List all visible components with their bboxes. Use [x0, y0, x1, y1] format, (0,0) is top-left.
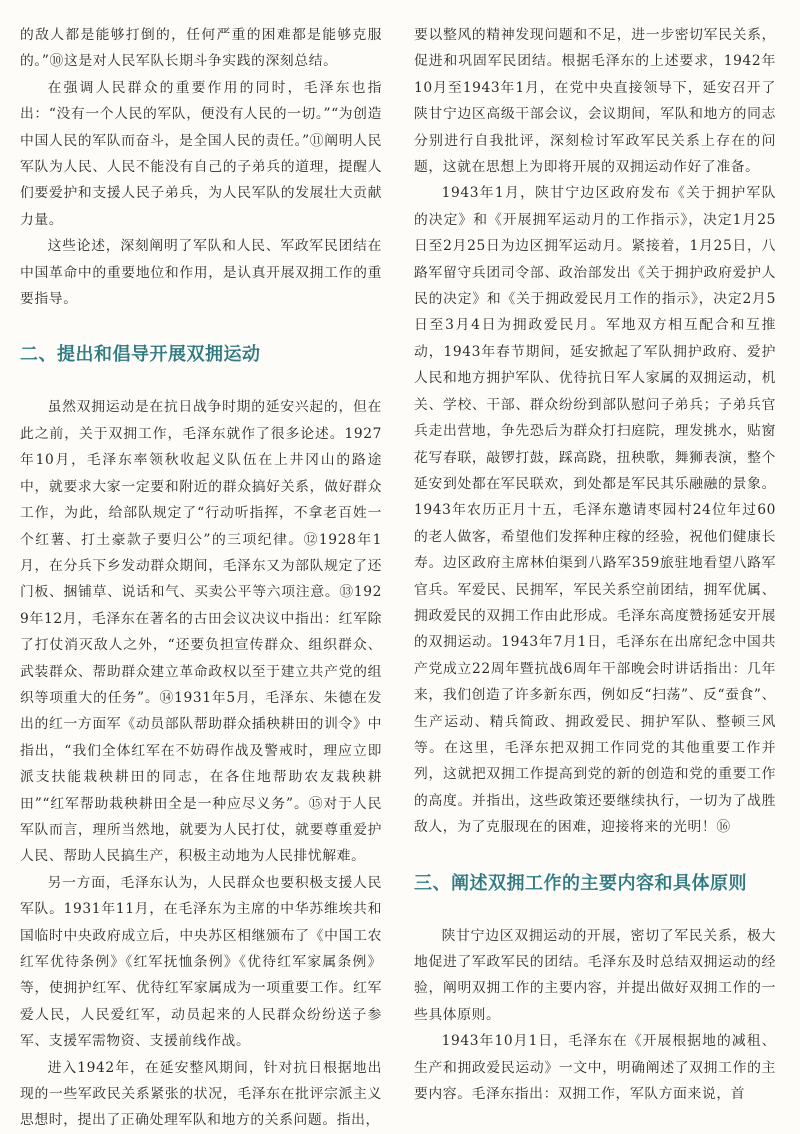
paragraph: 1943年1月，陕甘宁边区政府发布《关于拥护军队的决定》和《开展拥军运动月的工作指示》，决定1月25日至2月25日为边区拥军运动月。紧接着，1月25日，八路军留守兵团司令部、政治部发出《关于拥护政府爱护人民的决定》和《关于拥政爱民月工作的指示》，决定2月5日至3月4日为拥政爱民月。军地双方相互配合和互推动，1943年春节期间，延安掀起了军队拥护政府、爱护人民和地方拥护军队、优待抗日军人家属的双拥运动，机关、学校、干部、群众纷纷到部队慰问子弟兵；子弟兵官兵走出营地，争先恐后为群众打扫庭院，理发挑水，贴窗花写春联，敲锣打鼓，踩高跷，扭秧歌，舞狮表演，整个延安到处都在军民联欢，到处都是军民其乐融融的景象。1943年农历正月十五，毛泽东邀请枣园村24位年过60的老人做客，希望他们发挥种庄稼的经验，祝他们健康长寿。边区政府主席林伯渠到八路军359旅驻地看望八路军官兵。军爱民、民拥军，军民关系空前团结，拥军优属、拥政爱民的双拥工作由此形成。毛泽东高度赞扬延安开展的双拥运动。1943年7月1日，毛泽东在出席纪念中国共产党成立22周年暨抗战6周年干部晚会时讲话指出：几年来，我们创造了许多新东西，例如反“扫荡”、反“蚕食”、生产运动、精兵简政、拥政爱民、拥护军队、整顿三风等。在这里，毛泽东把双拥工作同党的其他重要工作并列，这就把双拥工作提高到党的新的创造和党的重要工作的高度。并指出，这些政策还要继续执行，一切为了战胜敌人，为了克服现在的困难，迎接将来的光明！⑯ — [414, 185, 776, 836]
section-heading: 二、提出和倡导开展双拥运动 — [20, 344, 261, 366]
paragraph: 在强调人民群众的重要作用的同时，毛泽东也指出：“没有一个人民的军队，便没有人民的一切。”“为创造中国人民的军队而奋斗，是全国人民的责任。”⑪阐明人民军队为人民、人民不能没有自己的子弟兵的道理，提醒人们要爱护和支援人民子弟兵，为人民军队的发展壮大贡献力量。 — [20, 79, 382, 228]
paragraph: 的敌人都是能够打倒的，任何严重的困难都是能够克服的。”⑩这是对人民军队长期斗争实践的深刻总结。 — [20, 27, 382, 70]
paragraph: 陕甘宁边区双拥运动的开展，密切了军民关系，极大地促进了军政军民的团结。毛泽东及时总结双拥运动的经验，阐明双拥工作的主要内容，并提出做好双拥工作的一些具体原则。 — [414, 927, 776, 1023]
section-heading: 三、阐述双拥工作的主要内容和具体原则 — [414, 872, 747, 894]
paragraph: 要以整风的精神发现问题和不足，进一步密切军民关系，促进和巩固军民团结。根据毛泽东的上述要求，1942年10月至1943年1月，在党中央直接领导下，延安召开了陕甘宁边区高级干部会议，会议期间，军队和地方的同志分别进行自我批评，深刻检讨军政军民关系上存在的问题，这就在思想上为即将开展的双拥运动作好了准备。 — [414, 27, 776, 176]
paragraph: 另一方面，毛泽东认为，人民群众也要积极支援人民军队。1931年11月，在毛泽东为主席的中华苏维埃共和国临时中央政府成立后，中央苏区相继颁布了《中国工农红军优待条例》《红军抚恤条例》《优待红军家属条例》等，使拥护红军、优待红军家属成为一项重要工作。红军爱人民，人民爱红军，动员起来的人民群众纷纷送子参军、支援军需物资、支援前线作战。 — [20, 874, 382, 1050]
right-column — [414, 22, 776, 1107]
paragraph: 1943年10月1日，毛泽东在《开展根据地的减租、生产和拥政爱民运动》一文中，明确阐述了双拥工作的主要内容。毛泽东指出：双拥工作，军队方面来说，首 — [414, 1033, 776, 1103]
left-column — [20, 22, 382, 1134]
paragraph: 虽然双拥运动是在抗日战争时期的延安兴起的，但在此之前，关于双拥工作，毛泽东就作了很多论述。1927年10月，毛泽东率领秋收起义队伍在上井冈山的路途中，就要求大家一定要和附近的群众搞好关系，做好群众工作，为此，给部队规定了“行动听指挥，不拿老百姓一个红薯、打土豪款子要归公”的三项纪律。⑫1928年1月，在分兵下乡发动群众期间，毛泽东又为部队规定了还门板、捆铺草、说话和气、买卖公平等六项注意。⑬1929年12月，毛泽东在著名的古田会议决议中指出：红军除了打仗消灭敌人之外，“还要负担宣传群众、组织群众、武装群众、帮助群众建立革命政权以至于建立共产党的组织等项重大的任务”。⑭1931年5月，毛泽东、朱德在发出的红一方面军《动员部队帮助群众插秧耕田的训令》中指出，“我们全体红军在不妨碍作战及警戒时，理应立即派支扶能栽秧耕田的同志，在各住地帮助农友栽秧耕田”“红军帮助栽秧耕田全是一种应尽义务”。⑮对于人民军队而言，理所当然地，就要为人民打仗，就要尊重爱护人民、帮助人民搞生产，积极主动地为人民排忧解难。 — [20, 399, 382, 865]
paragraph: 这些论述，深刻阐明了军队和人民、军政军民团结在中国革命中的重要地位和作用，是认真开展双拥工作的重要指导。 — [20, 238, 382, 308]
paragraph: 进入1942年，在延安整风期间，针对抗日根据地出现的一些军政民关系紧张的状况，毛泽东在批评宗派主义思想时，提出了正确处理军队和地方的关系问题。指出， — [20, 1059, 382, 1129]
